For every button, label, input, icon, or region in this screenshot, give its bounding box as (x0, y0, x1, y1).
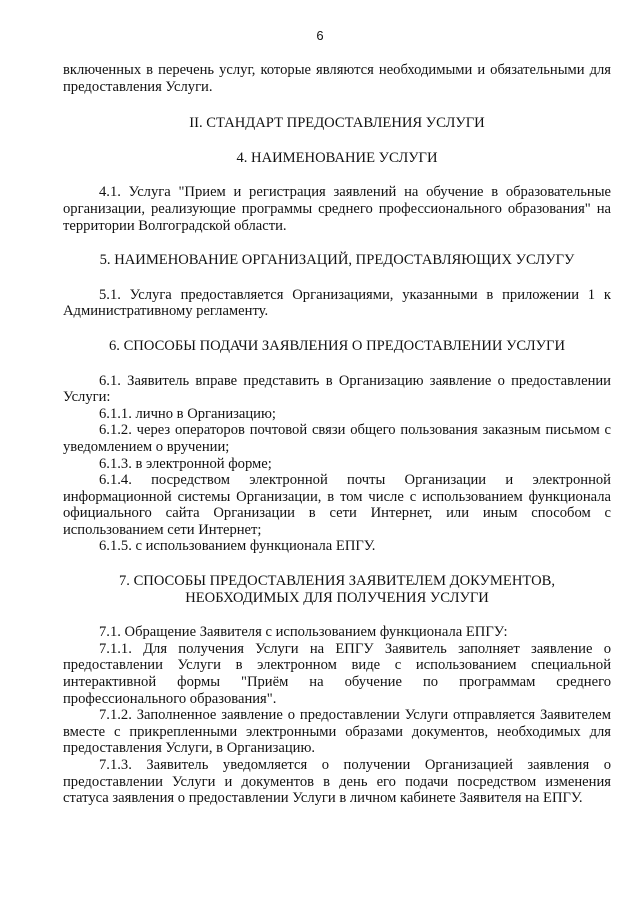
paragraph-4-1: 4.1. Услуга "Прием и регистрация заявлений на обучение в образовательные организации, реализующие программы среднего профессионального образования" на территории Волгоградской области. (63, 184, 611, 234)
paragraph-7-1-3: 7.1.3. Заявитель уведомляется о получении Организацией заявления о предоставлении Услуги и документов в день его подачи посредством изменения статуса заявления о предоставлении Услуги в личном кабинете Заявителя на ЕПГУ. (63, 757, 611, 807)
section-2-heading: II. СТАНДАРТ ПРЕДОСТАВЛЕНИЯ УСЛУГИ (189, 115, 485, 132)
paragraph-7-1-2: 7.1.2. Заполненное заявление о предоставлении Услуги отправляется Заявителем вместе с прикрепленными электронными образами документов, необходимых для предоставления Услуги, в Организацию. (63, 707, 611, 757)
paragraph-6-1-5: 6.1.5. с использованием функционала ЕПГУ. (99, 538, 376, 555)
paragraph-7-1: 7.1. Обращение Заявителя с использованием функционала ЕПГУ: (99, 624, 508, 641)
paragraph-6-1: 6.1. Заявитель вправе представить в Организацию заявление о предоставлении Услуги: (63, 372, 611, 406)
section-4-heading: 4. НАИМЕНОВАНИЕ УСЛУГИ (236, 149, 438, 166)
page-body (63, 62, 611, 807)
section-7-heading-line-1: 7. СПОСОБЫ ПРЕДОСТАВЛЕНИЯ ЗАЯВИТЕЛЕМ ДОКУМЕНТОВ, (118, 573, 556, 590)
section-6-heading: 6. СПОСОБЫ ПОДАЧИ ЗАЯВЛЕНИЯ О ПРЕДОСТАВЛЕНИИ УСЛУГИ (108, 337, 565, 354)
section-5-heading: 5. НАИМЕНОВАНИЕ ОРГАНИЗАЦИЙ, ПРЕДОСТАВЛЯЮЩИХ УСЛУГУ (99, 252, 575, 269)
paragraph-6-1-1: 6.1.1. лично в Организацию; (99, 405, 276, 422)
section-7-heading-line-2: НЕОБХОДИМЫХ ДЛЯ ПОЛУЧЕНИЯ УСЛУГИ (185, 589, 489, 606)
page-number: 6 (316, 28, 324, 43)
paragraph-6-1-2: 6.1.2. через операторов почтовой связи общего пользования заказным письмом с уведомлением о вручении; (63, 422, 611, 455)
paragraph-5-1: 5.1. Услуга предоставляется Организациями, указанными в приложении 1 к Административному регламенту. (63, 286, 611, 320)
intro-paragraph: включенных в перечень услуг, которые являются необходимыми и обязательными для предоставления Услуги. (63, 62, 611, 95)
paragraph-7-1-1: 7.1.1. Для получения Услуги на ЕПГУ Заявитель заполняет заявление о предоставлении Услуги в электронном виде с использованием специальной интерактивной формы "Приём на обучение по программам среднего профессионального образования". (63, 640, 611, 707)
paragraph-6-1-4: 6.1.4. посредством электронной почты Организации и электронной информационной системы Организации, в том числе с использованием функционала официального сайта Организации в сети Интернет, или иным способом с использованием сети Интернет; (63, 472, 611, 538)
paragraph-6-1-3: 6.1.3. в электронной форме; (99, 455, 272, 472)
